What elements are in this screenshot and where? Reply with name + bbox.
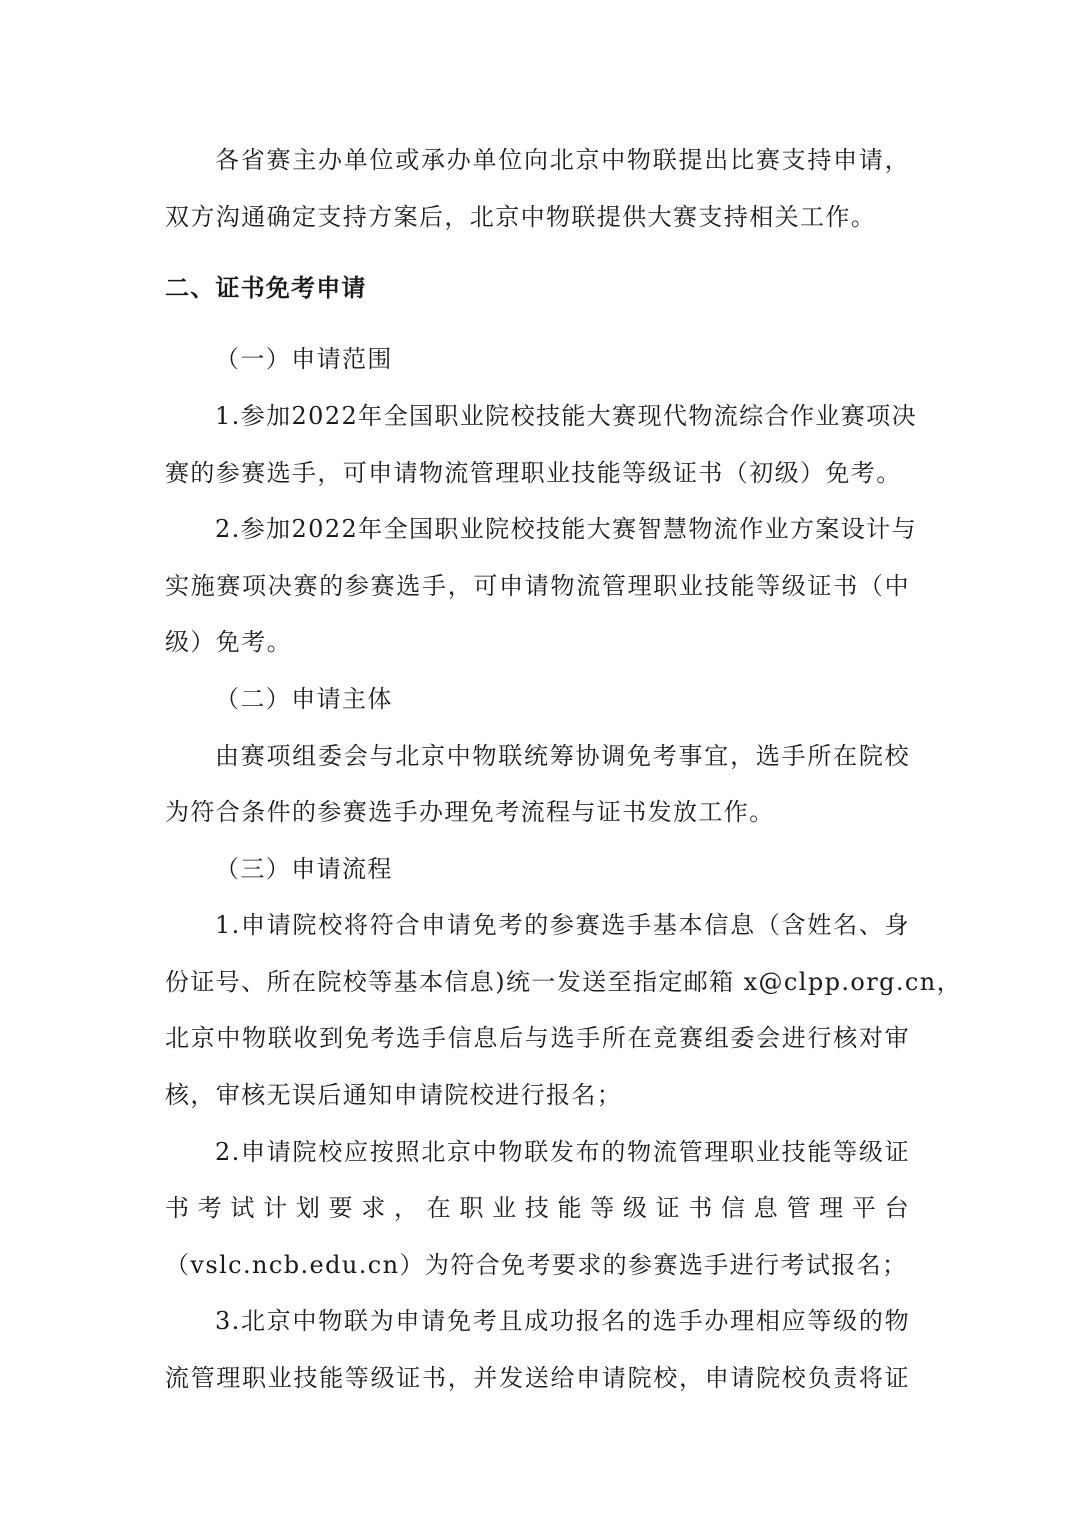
scope-item2-line3: 级）免考。 [165, 628, 292, 656]
subject-line1: 由赛项组委会与北京中物联统筹协调免考事宜，选手所在院校 [215, 742, 910, 770]
subject-line2: 为符合条件的参赛选手办理免考流程与证书发放工作。 [165, 798, 775, 826]
process-step2-line2: 书考试计划要求，在职业技能等级证书信息管理平台 [165, 1194, 910, 1222]
scope-item2-line2: 实施赛项决赛的参赛选手，可申请物流管理职业技能等级证书（中 [165, 572, 910, 600]
subject-heading: （二）申请主体 [215, 685, 393, 713]
process-step1-line4: 核，审核无误后通知申请院校进行报名； [165, 1081, 623, 1109]
process-step1-line3: 北京中物联收到免考选手信息后与选手所在竞赛组委会进行核对审 [165, 1024, 910, 1052]
scope-heading: （一）申请范围 [215, 345, 393, 373]
process-step3-line2: 流管理职业技能等级证书，并发送给申请院校，申请院校负责将证 [165, 1364, 910, 1392]
section-heading: 二、证书免考申请 [165, 274, 367, 302]
intro-line-1: 各省赛主办单位或承办单位向北京中物联提出比赛支持申请， [215, 146, 910, 174]
process-step3-line1: 3.北京中物联为申请免考且成功报名的选手办理相应等级的物 [215, 1307, 910, 1335]
process-step2-line3: （vslc.ncb.edu.cn）为符合免考要求的参赛选手进行考试报名； [165, 1251, 908, 1279]
scope-item1-line2: 赛的参赛选手，可申请物流管理职业技能等级证书（初级）免考。 [165, 459, 902, 487]
intro-line-2: 双方沟通确定支持方案后，北京中物联提供大赛支持相关工作。 [165, 203, 877, 231]
process-step2-line1: 2.申请院校应按照北京中物联发布的物流管理职业技能等级证 [215, 1138, 910, 1166]
process-step1-line2: 份证号、所在院校等基本信息)统一发送至指定邮箱 x@clpp.org.cn， [165, 968, 963, 996]
scope-item1-line1: 1.参加2022年全国职业院校技能大赛现代物流综合作业赛项决 [215, 402, 917, 430]
scope-item2-line1: 2.参加2022年全国职业院校技能大赛智慧物流作业方案设计与 [215, 515, 917, 543]
process-step1-line1: 1.申请院校将符合申请免考的参赛选手基本信息（含姓名、身 [215, 911, 910, 939]
process-heading: （三）申请流程 [215, 855, 393, 883]
